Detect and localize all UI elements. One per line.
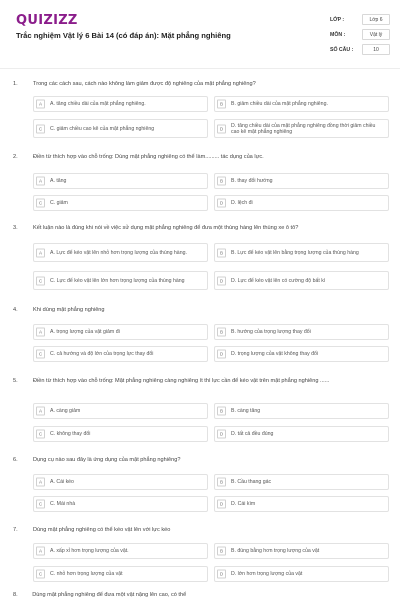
option-letter: D: [217, 199, 226, 208]
question-number: 4.: [13, 307, 18, 313]
option-text: C. giảm chiều cao kê của mặt phẳng nghiêng: [50, 125, 155, 132]
option-letter: A: [36, 407, 45, 416]
option-letter: A: [36, 478, 45, 487]
meta-label-grade: LỚP :: [330, 17, 345, 23]
option-letter: B: [217, 407, 226, 416]
question-text: Kết luận nào là đúng khi nói về việc sử dụng mặt phẳng nghiêng để đưa một thùng hàng lên thùng xe ô tô?: [33, 225, 299, 231]
question-text: Dùng mặt phẳng nghiêng để đưa một vật nặng lên cao, có thể: [32, 592, 187, 598]
question-number: 3.: [13, 225, 18, 231]
option-text: A. càng giảm: [50, 407, 81, 414]
meta-label-count: SỐ CÂU :: [330, 47, 354, 53]
option-letter: B: [217, 478, 226, 487]
option-c[interactable]: [33, 271, 208, 290]
option-letter: A: [36, 248, 45, 257]
option-text: D. tất cả đều đúng: [231, 430, 274, 437]
option-text: D. Cái kìm: [231, 500, 256, 507]
option-c[interactable]: [33, 496, 208, 512]
option-letter: B: [217, 248, 226, 257]
header-divider: [0, 68, 400, 69]
meta-value-grade: Lớp 6: [362, 14, 390, 25]
option-a[interactable]: [33, 324, 208, 340]
quizizz-logo: QUIZIZZ: [16, 13, 78, 28]
option-text: B. thay đổi hướng: [231, 177, 273, 184]
option-text: D. tăng chiều dài của mặt phẳng nghiêng đồng thời giảm chiều cao kê mặt phẳng nghiêng: [231, 122, 376, 135]
question-number: 8.: [13, 592, 18, 598]
question-text: Điền từ thích hợp vào chỗ trống: Dùng mặt phẳng nghiêng có thể làm......... tác dụng của lực.: [33, 154, 264, 160]
option-letter: D: [217, 570, 226, 579]
option-c[interactable]: [33, 426, 208, 442]
option-text: D. lớn hơn trọng lượng của vật: [231, 570, 303, 577]
option-letter: C: [36, 276, 45, 285]
option-text: B. hướng của trọng lượng thay đổi: [231, 328, 311, 335]
option-letter: C: [36, 199, 45, 208]
option-text: C. giảm: [50, 199, 68, 206]
option-text: A. trọng lượng của vật giảm đi: [50, 328, 120, 335]
option-d[interactable]: [214, 566, 389, 582]
question-number: 1.: [13, 81, 18, 87]
option-d[interactable]: [214, 346, 389, 362]
question-text: Điền từ thích hợp vào chỗ trống: Mặt phẳng nghiêng càng nghiêng ít thì lực cần để kéo vật trên mặt phẳng nghiêng ......: [33, 378, 330, 384]
option-b[interactable]: [214, 474, 389, 490]
option-letter: D: [217, 500, 226, 509]
option-text: D. trọng lượng của vật không thay đổi: [231, 350, 319, 357]
question-number: 7.: [13, 527, 18, 533]
option-a[interactable]: [33, 474, 208, 490]
option-letter: A: [36, 547, 45, 556]
option-d[interactable]: [214, 119, 389, 138]
option-text: A. tăng: [50, 177, 67, 184]
option-d[interactable]: [214, 195, 389, 211]
worksheet-header: [0, 0, 400, 68]
question-text: Trong các cách sau, cách nào không làm giảm được độ nghiêng của mặt phẳng nghiêng?: [33, 81, 256, 87]
option-text: C. nhỏ hơn trọng lượng của vật: [50, 570, 123, 577]
option-letter: D: [217, 430, 226, 439]
option-b[interactable]: [214, 324, 389, 340]
option-letter: C: [36, 430, 45, 439]
option-letter: B: [217, 100, 226, 109]
option-text: B. Cầu thang gác: [231, 478, 272, 485]
option-a[interactable]: [33, 243, 208, 262]
option-d[interactable]: [214, 496, 389, 512]
option-c[interactable]: [33, 566, 208, 582]
option-letter: A: [36, 328, 45, 337]
option-letter: B: [217, 547, 226, 556]
option-b[interactable]: [214, 403, 389, 419]
option-c[interactable]: [33, 346, 208, 362]
option-text: C. Mái nhà: [50, 500, 76, 507]
option-letter: D: [217, 276, 226, 285]
question-number: 6.: [13, 457, 18, 463]
option-text: A. Cái kéo: [50, 478, 74, 485]
option-letter: D: [217, 124, 226, 133]
option-text: C. Lực để kéo vật lên lớn hơn trọng lượng của thùng hàng: [50, 277, 185, 284]
option-letter: D: [217, 350, 226, 359]
option-a[interactable]: [33, 543, 208, 559]
option-a[interactable]: [33, 96, 208, 112]
option-letter: A: [36, 177, 45, 186]
option-a[interactable]: [33, 173, 208, 189]
option-d[interactable]: [214, 271, 389, 290]
option-a[interactable]: [33, 403, 208, 419]
option-text: D. lệch đi: [231, 199, 253, 206]
option-letter: C: [36, 500, 45, 509]
option-b[interactable]: [214, 543, 389, 559]
option-b[interactable]: [214, 173, 389, 189]
option-text: B. càng tăng: [231, 407, 261, 414]
question-text: Dụng cụ nào sau đây là ứng dụng của mặt phẳng nghiêng?: [33, 457, 181, 463]
option-text: A. Lực để kéo vật lên nhỏ hơn trọng lượng của thùng hàng.: [50, 249, 187, 256]
option-letter: C: [36, 124, 45, 133]
worksheet-title: Trắc nghiệm Vật lý 6 Bài 14 (có đáp án): Mặt phẳng nghiêng: [16, 31, 231, 40]
meta-value-subject: Vật lý: [362, 29, 390, 40]
option-b[interactable]: [214, 243, 389, 262]
option-c[interactable]: [33, 119, 208, 138]
question-8-partial: [13, 592, 186, 598]
option-letter: B: [217, 177, 226, 186]
option-text: B. Lực để kéo vật lên bằng trọng lượng của thùng hàng: [231, 249, 359, 256]
option-letter: C: [36, 350, 45, 359]
question-text: Khi dùng mặt phẳng nghiêng: [33, 307, 105, 313]
option-letter: C: [36, 570, 45, 579]
option-text: A. tăng chiều dài của mặt phẳng nghiêng.: [50, 100, 146, 107]
option-text: A. xấp xỉ hơn trọng lượng của vật.: [50, 547, 129, 554]
meta-value-count: 10: [362, 44, 390, 55]
option-b[interactable]: [214, 96, 389, 112]
meta-label-subject: MÔN :: [330, 32, 346, 38]
question-text: Dùng mặt phẳng nghiêng có thể kéo vật lên với lực kéo: [33, 527, 171, 533]
option-text: B. đúng bằng hơn trọng lượng của vật: [231, 547, 320, 554]
question-number: 2.: [13, 154, 18, 160]
option-letter: B: [217, 328, 226, 337]
option-c[interactable]: [33, 195, 208, 211]
option-text: C. cả hướng và độ lớn của trọng lực thay đổi: [50, 350, 154, 357]
option-d[interactable]: [214, 426, 389, 442]
question-number: 5.: [13, 378, 18, 384]
option-text: D. Lực để kéo vật lên có cường độ bất kì: [231, 277, 326, 284]
option-text: B. giảm chiều dài của mặt phẳng nghiêng.: [231, 100, 328, 107]
option-text: C. không thay đổi: [50, 430, 91, 437]
option-letter: A: [36, 100, 45, 109]
